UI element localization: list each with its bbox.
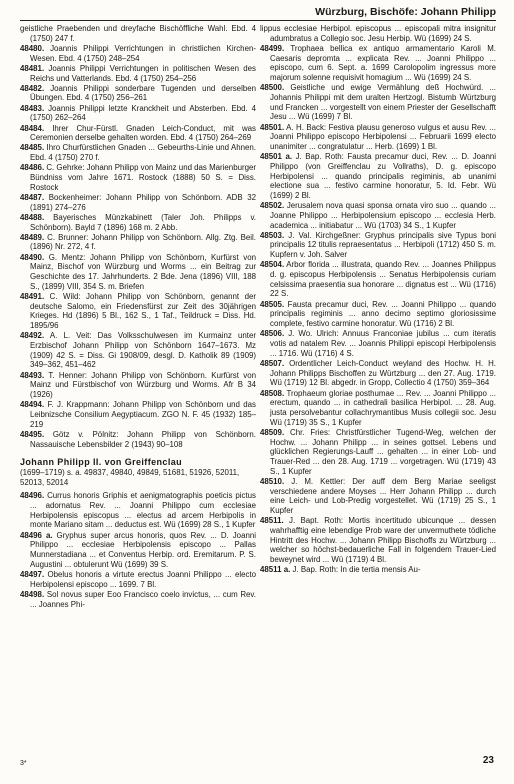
entry-text: A. L. Veit: Das Volksschulwesen im Kurmainz unter Erzbischof Johann Philipp von Schönborn 1647–1673. Mz (1909) 42 S. = Diss. Gi 1908/09, desgl. D. Katholik 89 (1909) 349–362, 451–462 [30, 331, 256, 370]
entry-number: 48481. [20, 63, 45, 73]
entry-text: C. Wild: Johann Philipp von Schönborn, genannt der deutsche Salomo, ein Friedensfürst zur Zeit des 30jährigen Krieges. Hd (1896) 5 Bl., 162 S., 1 Taf., Teildruck = Diss. Hd. 1895/96 [30, 291, 256, 331]
entry-text: Fausta precamur duci, Rev. ... Joanni Philippo ... quando principalis regiminis ... anno decimo septimo gloriosissime complete, festivo carmine honoratur. Wü (1716) 2 Bl. [270, 299, 496, 329]
bibliography-entry [260, 389, 496, 428]
section-heading [20, 458, 256, 487]
bibliography-entry [260, 477, 496, 516]
entry-number: 48501. [260, 122, 285, 132]
entry-text: Chr. Fries: Christfürstlicher Tugend-Weg, welchen der Hochw. ... Johann Philipp ... in seines gottsel. Lebens und glücklichen Regierungs-Lauff ... gehalten ... in einer Lob- und Trauer-Red ... den 28. Aug. 1719 ... vorgetragen. Wü (1719) 43 S., 1 Kupfer [270, 427, 496, 476]
entry-text: lippus ecclesiae Herbipol. episcopus ... episcopali mitra insignitur adumbratus a Collegio soc. Jesu Herbip. Wü (1699) 24 S. [260, 24, 496, 43]
bibliography-entry [20, 292, 256, 331]
entry-text: Trophaeum gloriae posthumae ... Rev. ... Joanni Philippo ... erectum, quando ... in cathedrali basilica Herbipol. ... 28. Aug. justa persolvebantur collachrymantibus Musis collegii soc. Jesu Wü (1719) 35 S., 1 Kupfer [270, 388, 496, 427]
bibliography-entry [260, 24, 496, 43]
entry-text: J. Bapt. Roth: Mortis incertitudo ubicunque ... dessen wahrhafftig eine lebendige Prob ware der unvermuthete tödliche Hintritt des Hochw. ... Johann Philipp Bischoffs zu Würtzburg ... welcher so höchst-bedauerliche Fall in folgendem Trauer-Lied beweynet wird ... Wü (1719) 4 Bl. [270, 516, 496, 564]
bibliography-entry [260, 516, 496, 565]
entry-list-b [20, 491, 256, 609]
entry-text: Ihrer Chur-Fürstl. Gnaden Leich-Conduct, mit was Ceremonien derselbe gehalten worden. Ebd. 4 (1750) 264–269 [30, 123, 256, 143]
bibliography-entry [260, 231, 496, 260]
entry-number: 48511. [260, 516, 284, 526]
entry-text: Joannis Philippi letzte Kranckheit und Absterben. Ebd. 4 (1750) 262–264 [30, 103, 256, 123]
entry-text: J. Val. Kirchgeßner: Gryphus principalis sive Typus boni principalis 12 titulis repraesentatus ... Herbipoli (1712) 450 S. m. Kupfern v. Joh. Salver [270, 230, 496, 260]
entry-number: 48497. [20, 569, 45, 579]
entry-number: 48488. [20, 212, 45, 222]
bibliography-entry [20, 531, 256, 570]
entry-number: 48495. [20, 429, 45, 439]
bibliography-entry [20, 44, 256, 63]
section-title: Johann Philipp II. von Greiffenclau [20, 457, 183, 468]
entry-text: geistliche Praebenden und dreyfache Bischöffliche Wahl. Ebd. 4 (1750) 247 f. [20, 24, 256, 43]
entry-number: 48499. [260, 43, 285, 53]
bibliography-entry [260, 565, 496, 575]
bibliography-entry [20, 253, 256, 292]
bibliography-entry [260, 359, 496, 388]
entry-text: F. J. Krappmann: Johann Philipp von Schönborn und das Leibnizsche Consilium Aegyptiacum. ZGO N. F. 45 (1932) 185–219 [30, 400, 256, 429]
entry-list-right [260, 24, 496, 575]
entry-text: Currus honoris Griphis et aenigmatographis poeticis pictus ... adornatus Rev. ... Joanni Philippo cum ecclesiae Herbipolensis episcopus ... electus ad arcem Herbipolis in monte Mariano sitam ... deductus est. Wü (1699) 28 S., 1 Kupfer [30, 491, 256, 530]
bibliography-entry [20, 233, 256, 252]
entry-number: 48506. [260, 329, 285, 339]
entry-number: 48493. [20, 370, 45, 380]
entry-number: 48504. [260, 260, 285, 270]
bibliography-entry [20, 143, 256, 162]
page-number: 23 [482, 755, 494, 766]
signature-mark: 3* [20, 760, 27, 767]
entry-number: 48483. [20, 103, 45, 113]
entry-text: Obelus honoris a virtute erectus Joanni Philippo ... electo Herbipolensi episcopo ... 1699. 7 Bl. [30, 569, 256, 589]
bibliography-entry [20, 84, 256, 103]
entry-number: 48492. [20, 331, 45, 341]
bibliography-entry [20, 331, 256, 370]
entry-text: A. H. Back: Festiva plausu generoso vulgus et ausu Rev. ... Joanni Philippo episcopo Herbipolensi ... Februarii 1699 electo unanimiter ... congratulatur ... Herb. (1699) 1 Bl. [270, 122, 496, 151]
entry-number: 48510. [260, 476, 285, 486]
bibliography-entry [20, 193, 256, 212]
entry-text: Gryphus super arcus honoris, quos Rev. ... D. Joanni Philippo ... ecclesiae Herbipolensis episcopo ... Pallas Munnerstadiana ... et Conventus Herbip. ord. Eremitarum. P. S. Augustini ... obtulerunt Wü (1699) 39 S. [30, 530, 256, 569]
bibliography-entry [20, 590, 256, 609]
entry-number: 48507. [260, 358, 285, 368]
bibliography-entry [260, 329, 496, 358]
entry-text: J. Bap. Roth: Fausta precamur duci, Rev. ... D. Joanni Philippo (von Greiffenclau zu Vollraths), D. g. episcopo Herbipolensi ... quando principalis regiminis, ab unanimi electione sua ... festivo carmine honoratur, 5. Id. Febr. Wü (1699) 2 Bl. [270, 152, 496, 200]
bibliography-entry [260, 123, 496, 152]
entry-number: 48484. [20, 123, 45, 133]
entry-text: C. Gehrke: Johann Philipp von Mainz und das Marienburger Bündniss vom Jahre 1671. Rostock (1888) 50 S. = Diss. Rostock [30, 163, 256, 192]
entry-number: 48509. [260, 427, 285, 437]
bibliography-entry [20, 430, 256, 449]
entry-text: Jerusalem nova quasi sponsa ornata viro suo ... quando ... Joanne Philippo ... Herbipolensium episcopo ... ecclesia Herb. academica ... initiabatur ... Wü (1703) 34 S., 1 Kupfer [270, 201, 496, 230]
entry-number: 48491. [20, 291, 45, 301]
bibliography-entry [260, 44, 496, 83]
entry-number: 48500. [260, 83, 285, 93]
bibliography-entry [20, 124, 256, 143]
entry-text: J. Bap. Roth: In die tertia mensis Au- [292, 565, 421, 575]
right-column [260, 24, 496, 746]
entry-text: Sol novus super Eoo Francisco coelo invictus, ... cum Rev. ... Joannes Phi- [30, 589, 256, 609]
entry-text: Trophaea bellica ex antiquo armamentario Karoli M. Caesaris depromta ... explicata Rev. ... Joanni Philippo ... episcopo, cum 6. Sept. a. 1699 Carolopolim ingressus more majorum solenne requisivit homagium ... Wü (1699) 24 S. [270, 43, 496, 83]
bibliography-entry [260, 300, 496, 329]
bibliography-entry [20, 163, 256, 192]
left-column [20, 24, 256, 746]
bibliography-entry [260, 201, 496, 230]
entry-text: Arbor florida ... illustrata, quando Rev. ... Joannes Philippus d. g. episcopus Herbipolensis ... Senatus Herbipolensis curiam celsissima praesentia sua honorare ... dignatus est ... Wü (1716) 22 S. [270, 260, 496, 299]
section-subtitle: (1699–1719) s. a. 49837, 49840, 49849, 51681, 51926, 52011, 52013, 52014 [20, 467, 240, 487]
entry-text: Joannis Philippi Verrichtungen in christlichen Kirchen-Wesen. Ebd. 4 (1750) 248–254 [30, 43, 256, 63]
entry-text: Ihro Churfürstlichen Gnaden ... Gebeurths-Linie und Ahnen. Ebd. 4 (1750) 270 f. [30, 143, 256, 163]
bibliography-entry [20, 213, 256, 232]
entry-text: C. Brunner: Johann Philipp von Schönborn. Allg. Ztg. Beil. (1896) Nr. 272, 4 f. [30, 232, 256, 252]
entry-number: 48496. [20, 491, 45, 501]
entry-number: 48511 a. [260, 565, 291, 575]
entry-number: 48502. [260, 201, 285, 211]
running-head: Würzburg, Bischöfe: Johann Philipp [20, 6, 496, 21]
entry-text: Bockenheimer: Johann Philipp von Schönborn. ADB 32 (1891) 274–276 [30, 192, 256, 212]
entry-list-a [20, 24, 256, 449]
entry-number: 48487. [20, 192, 45, 202]
entry-number: 48480. [20, 43, 45, 53]
bibliography-entry [260, 152, 496, 201]
entry-text: Geistliche und ewige Vermählung deß Hochwürd. ... Johannis Philippi mit dem uralten Hertzogl. Bistumb Würtzburg und Francken ... vorgestellt von einem Priester der Gesellschafft Jesu ... Wü (1699) 7 Bl. [270, 83, 496, 122]
entry-text: Götz v. Pölnitz: Johann Philipp von Schönborn. Nassauische Lebensbilder 2 (1943) 90–108 [30, 429, 256, 449]
entry-text: J. M. Kettler: Der auff dem Berg Mariae seeligst verschiedene andere Moyses ... Herr Johann Philipp ... durch eine Leich- und Lob-Predig vorgestellet. Wü (1719) 25 S., 1 Kupfer [270, 476, 496, 515]
entry-number: 48485. [20, 143, 45, 153]
bibliography-entry [20, 400, 256, 429]
entry-text: J. Wo. Ulrich: Annuus Franconiae jubilus ... cum iteratis votis ad natalem Rev. ... Joannis Philippi episcopi Herbipolensis ... 1716. Wü (1716) 4 S. [270, 329, 496, 358]
entry-number: 48496 a. [20, 530, 53, 540]
entry-number: 48482. [20, 83, 45, 93]
entry-number: 48503. [260, 230, 285, 240]
bibliography-entry [260, 83, 496, 122]
entry-number: 48486. [20, 163, 45, 173]
entry-text: G. Mentz: Johann Philipp von Schönborn, Kurfürst von Mainz, Bischof von Würzburg und Worms ... ein Beitrag zur Geschichte des 17. Jahrhunderts. 2 Bde. Jena (1896) VIII, 188 S., (1899) VIII, 354 S. m. Briefen [30, 252, 256, 291]
entry-number: 48498. [20, 589, 45, 599]
entry-number: 48508. [260, 388, 285, 398]
bibliography-entry [20, 24, 256, 43]
entry-text: Bayerisches Münzkabinett (Taler Joh. Philipps v. Schönborn). Bayld 7 (1896) 168 m. 2 Abb. [30, 212, 256, 232]
entry-number: 48490. [20, 252, 45, 262]
bibliography-entry [20, 371, 256, 400]
bibliography-entry [20, 64, 256, 83]
entry-number: 48501 a. [260, 152, 293, 162]
entry-number: 48494. [20, 400, 45, 410]
entry-text: Joannis Philippi sonderbare Tugenden und derselben Übungen. Ebd. 4 (1750) 256–261 [30, 83, 256, 103]
bibliography-entry [20, 104, 256, 123]
two-column-body [20, 24, 496, 746]
bibliography-entry [20, 570, 256, 589]
entry-text: Joannis Philippi Verrichtungen in politischen Wesen des Reichs und Vatterlands. Ebd. 4 (1750) 254–256 [30, 63, 256, 83]
entry-text: Ordentlicher Leich-Conduct weyland des Hochw. H. H. Johann Philipps Bischoffen zu Würtzburg ... den 27. Aug. 1719. Wü (1719) 12 Bl. abgedr. in Gropp, Collectio 4 (1750) 359–364 [270, 358, 496, 388]
bibliography-entry [260, 260, 496, 299]
entry-text: T. Henner: Johann Philipp von Schönborn. Kurfürst von Mainz und Fürstbischof von Würzburg und Worms. Afr B 34 (1926) [30, 370, 256, 400]
entry-number: 48505. [260, 299, 285, 309]
bibliography-entry [260, 428, 496, 477]
entry-number: 48489. [20, 232, 45, 242]
bibliography-entry [20, 491, 256, 530]
